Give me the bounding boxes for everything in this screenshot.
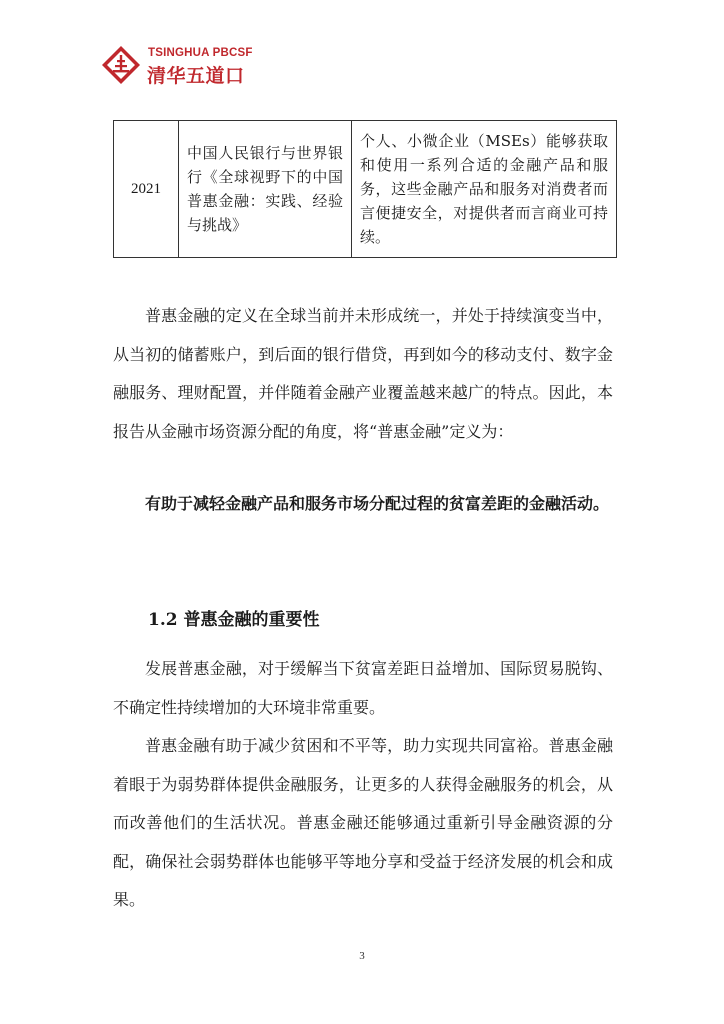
paragraph-definition-bold: 有助于减轻金融产品和服务市场分配过程的贫富差距的金融活动。	[145, 494, 610, 513]
table-cell-year: 2021	[114, 121, 179, 258]
section-heading: 1.2 普惠金融的重要性	[148, 610, 320, 630]
page-header	[100, 44, 300, 90]
page-number: 3	[359, 950, 365, 962]
table-cell-definition: 个人、小微企业（MSEs）能够获取和使用一系列合适的金融产品和服务，这些金融产品和服务对消费者而言便捷安全，对提供者而言商业可持续。	[352, 121, 617, 258]
logo-chinese-text: 清华五道口	[147, 65, 245, 87]
table-row	[114, 121, 617, 258]
tsinghua-pbcsf-logo-icon	[100, 44, 142, 86]
paragraph-importance: 发展普惠金融，对于缓解当下贫富差距日益增加、国际贸易脱钩、不确定性持续增加的大环境非常重要。	[113, 659, 613, 717]
paragraph-poverty-reduction: 普惠金融有助于减少贫困和不平等，助力实现共同富裕。普惠金融着眼于为弱势群体提供金融服务，让更多的人获得金融服务的机会，从而改善他们的生活状况。普惠金融还能够通过重新引导金融资源的分配，确保社会弱势群体也能够平等地分享和受益于经济发展的机会和成果。	[113, 736, 613, 909]
paragraph-definition-intro: 普惠金融的定义在全球当前并未形成统一，并处于持续演变当中，从当初的储蓄账户，到后面的银行借贷，再到如今的移动支付、数字金融服务、理财配置，并伴随着金融产业覆盖越来越广的特点。因此，本报告从金融市场资源分配的角度，将“普惠金融”定义为：	[113, 306, 613, 441]
logo-english-text: TSINGHUA PBCSF	[148, 47, 253, 59]
table-cell-source: 中国人民银行与世界银行《全球视野下的中国普惠金融：实践、经验与挑战》	[179, 121, 352, 258]
definition-table	[113, 120, 617, 258]
